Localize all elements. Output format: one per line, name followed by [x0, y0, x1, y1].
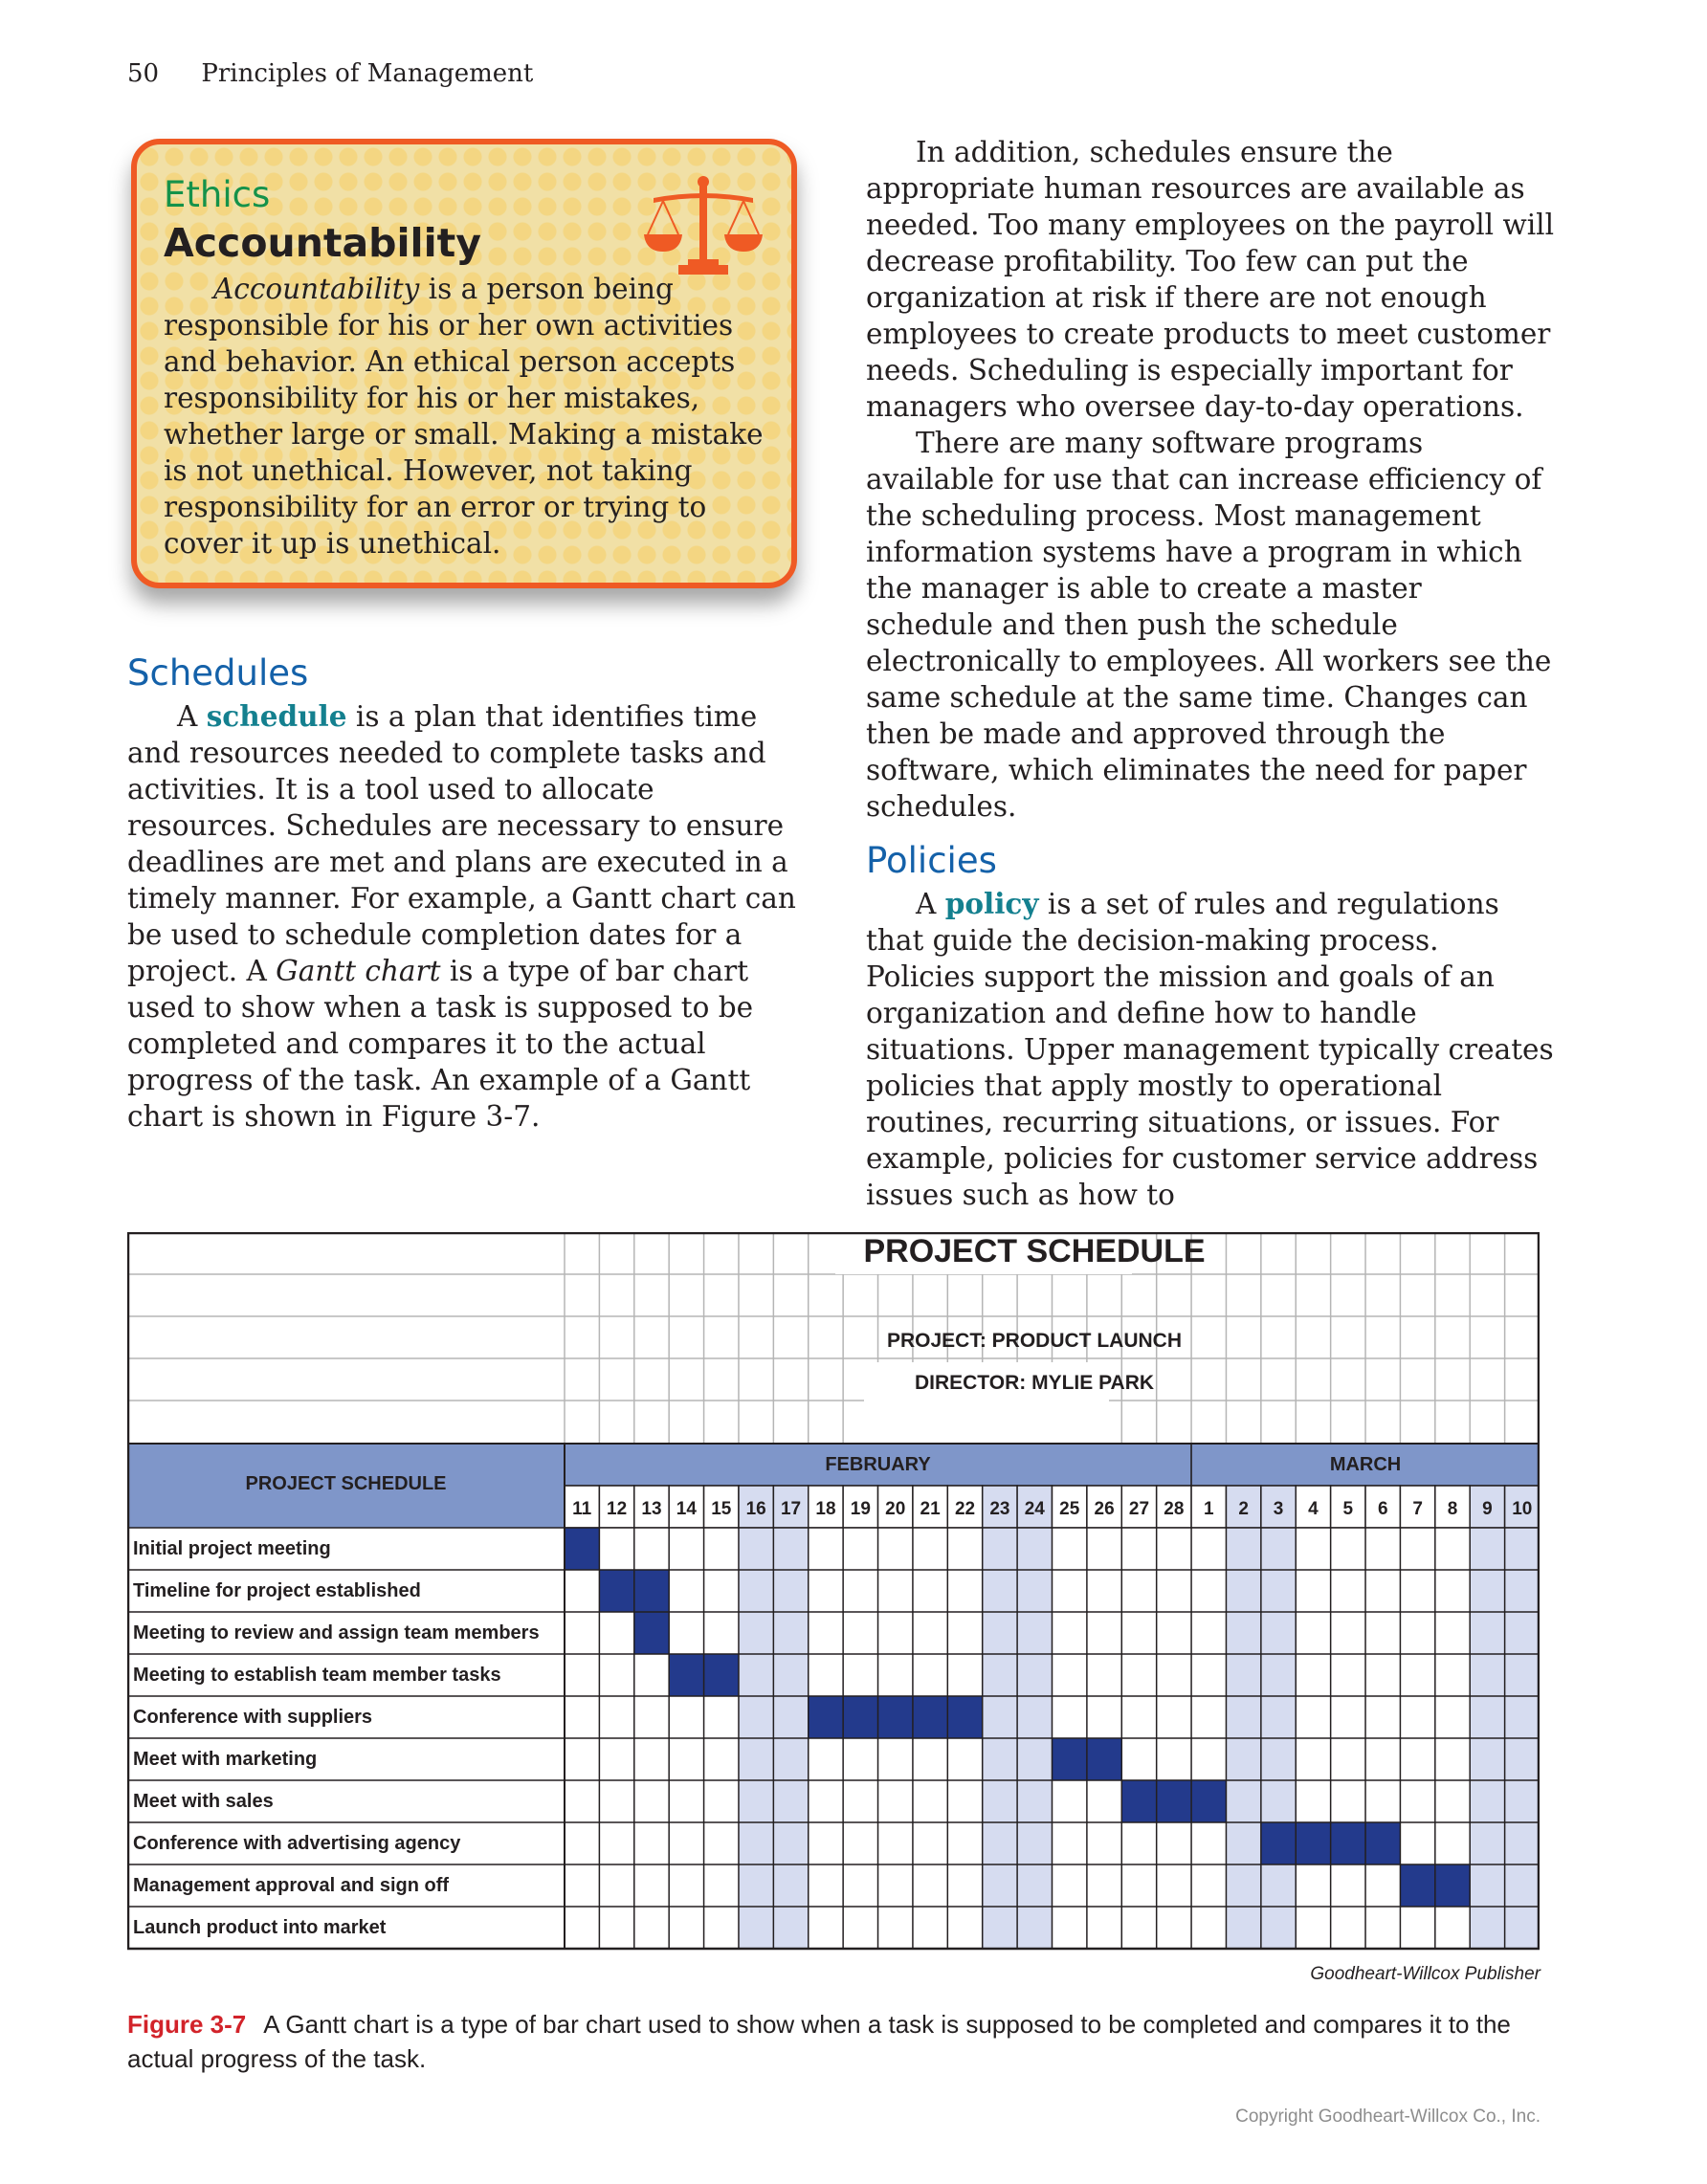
- schedules-paragraph: [127, 698, 797, 1135]
- title-panel: [873, 1404, 1099, 1443]
- gantt-director-line: DIRECTOR: MYLIE PARK: [914, 1372, 1155, 1394]
- day-label: 18: [815, 1499, 836, 1519]
- caption-text: A Gantt chart is a type of bar chart used to show when a task is supposed to be completed and compares it to the actual progress of the task.: [127, 2010, 1511, 2073]
- day-label: 25: [1059, 1499, 1080, 1519]
- day-label: 12: [607, 1499, 628, 1519]
- month-label: MARCH: [1329, 1454, 1402, 1475]
- gantt-chart: [127, 1232, 1540, 1957]
- task-label: Launch product into market: [133, 1917, 387, 1938]
- day-label: 4: [1308, 1499, 1319, 1519]
- key-term-policy: policy: [944, 887, 1039, 920]
- day-label: 3: [1273, 1499, 1284, 1519]
- text-run: is a plan that identifies time and resources needed to complete tasks and activities. It is a tool used to allocate resources. Schedules are necessary to ensure deadlines are met and plans are executed in a timely manner. For example, a Gantt chart can be used to schedule completion dates for a project. A: [127, 700, 796, 987]
- task-label: Timeline for project established: [133, 1580, 421, 1601]
- day-label: 13: [641, 1499, 662, 1519]
- day-label: 17: [780, 1499, 802, 1519]
- ethics-label: Ethics: [164, 174, 271, 215]
- text-run: is a type of bar chart used to show when a task is supposed to be completed and compares it to the actual progress of the task. An example of a Gantt chart is shown in Figure 3-7.: [127, 955, 754, 1133]
- day-label: 2: [1238, 1499, 1249, 1519]
- figure-caption: [127, 2007, 1543, 2076]
- page-number: 50: [127, 59, 160, 88]
- text-run: A: [177, 700, 207, 733]
- schedules-section: [127, 651, 797, 1135]
- gantt-project-line: PROJECT: PRODUCT LAUNCH: [886, 1330, 1183, 1352]
- software-paragraph: There are many software programs available for use that can increase efficiency of the scheduling process. Most management information systems have a program in which the manager is able to create a master schedule and then push the schedule electronically to employees. All workers see the same schedule at the same time. Changes can then be made and approved through the software, which eliminates the need for paper schedules.: [866, 427, 1552, 823]
- day-label: 16: [745, 1499, 766, 1519]
- gantt-chart-term: Gantt chart: [276, 955, 441, 987]
- copyright: Copyright Goodheart-Willcox Co., Inc.: [1235, 2107, 1541, 2127]
- figure-credit: Goodheart-Willcox Publisher: [1310, 1964, 1541, 1984]
- task-label: Meet with sales: [133, 1791, 274, 1812]
- day-label: 7: [1412, 1499, 1423, 1519]
- task-bar: [1121, 1780, 1226, 1822]
- gantt-chart-svg: [127, 1232, 1540, 1957]
- ethics-title: Accountability: [164, 220, 481, 266]
- day-label: 24: [1024, 1499, 1045, 1519]
- day-label: 8: [1447, 1499, 1458, 1519]
- task-label: Meeting to review and assign team members: [133, 1622, 540, 1644]
- day-label: 6: [1377, 1499, 1388, 1519]
- day-label: 23: [989, 1499, 1010, 1519]
- month-label: FEBRUARY: [825, 1454, 931, 1475]
- hr-paragraph: In addition, schedules ensure the appropriate human resources are available as needed. Too many employees on the payroll will decrease profitability. Too few can put the organization at risk if there are not enough employees to create products to meet customer needs. Scheduling is especially important for managers who oversee day-to-day operations.: [866, 136, 1555, 423]
- text-run: is a set of rules and regulations that guide the decision-making process. Policies support the mission and goals of an organization and define how to handle situations. Upper management typically creates policies that apply mostly to operational routines, recurring situations, or issues. For example, policies for customer service address issues such as how to: [866, 888, 1554, 1211]
- task-bar: [634, 1612, 669, 1654]
- policies-heading: Policies: [866, 840, 997, 881]
- gantt-title: PROJECT SCHEDULE: [863, 1233, 1206, 1269]
- ethics-feature-box: [131, 139, 797, 588]
- day-label: 14: [676, 1499, 697, 1519]
- day-label: 10: [1512, 1499, 1533, 1519]
- ethics-term: Accountability: [213, 273, 420, 305]
- day-label: 15: [711, 1499, 732, 1519]
- task-label: Conference with advertising agency: [133, 1833, 461, 1854]
- policies-paragraph: [866, 886, 1555, 1213]
- right-column: [866, 134, 1555, 1213]
- day-label: 27: [1128, 1499, 1150, 1519]
- row-header-label: PROJECT SCHEDULE: [245, 1473, 447, 1494]
- scales-of-justice-icon: [644, 175, 763, 278]
- running-header: [127, 59, 533, 88]
- book-title: Principles of Management: [201, 59, 534, 88]
- task-bar: [809, 1696, 983, 1738]
- ethics-paragraph: [164, 271, 766, 562]
- day-label: 1: [1203, 1499, 1214, 1519]
- day-label: 11: [572, 1499, 592, 1519]
- task-label: Initial project meeting: [133, 1538, 331, 1559]
- day-label: 19: [850, 1499, 871, 1519]
- task-bar: [565, 1528, 599, 1570]
- task-label: Conference with suppliers: [133, 1707, 373, 1728]
- day-label: 26: [1094, 1499, 1115, 1519]
- day-label: 21: [920, 1499, 941, 1519]
- schedules-heading: Schedules: [127, 652, 309, 694]
- task-label: Meeting to establish team member tasks: [133, 1665, 501, 1686]
- key-term-schedule: schedule: [206, 699, 347, 733]
- day-label: 22: [954, 1499, 976, 1519]
- text-run: A: [916, 888, 945, 920]
- day-label: 9: [1482, 1499, 1493, 1519]
- ethics-text: is a person being responsible for his or her own activities and behavior. An ethical person accepts responsibility for his or her mistakes, whether large or small. Making a mistake is not unethical. However, not taking responsibility for an error or trying to cover it up is unethical.: [164, 273, 764, 560]
- ethics-body: [164, 271, 766, 562]
- day-label: 28: [1164, 1499, 1185, 1519]
- day-label: 5: [1342, 1499, 1354, 1519]
- figure-label: Figure 3-7: [127, 2010, 247, 2039]
- day-label: 20: [885, 1499, 906, 1519]
- task-label: Meet with marketing: [133, 1749, 318, 1770]
- task-label: Management approval and sign off: [133, 1875, 450, 1896]
